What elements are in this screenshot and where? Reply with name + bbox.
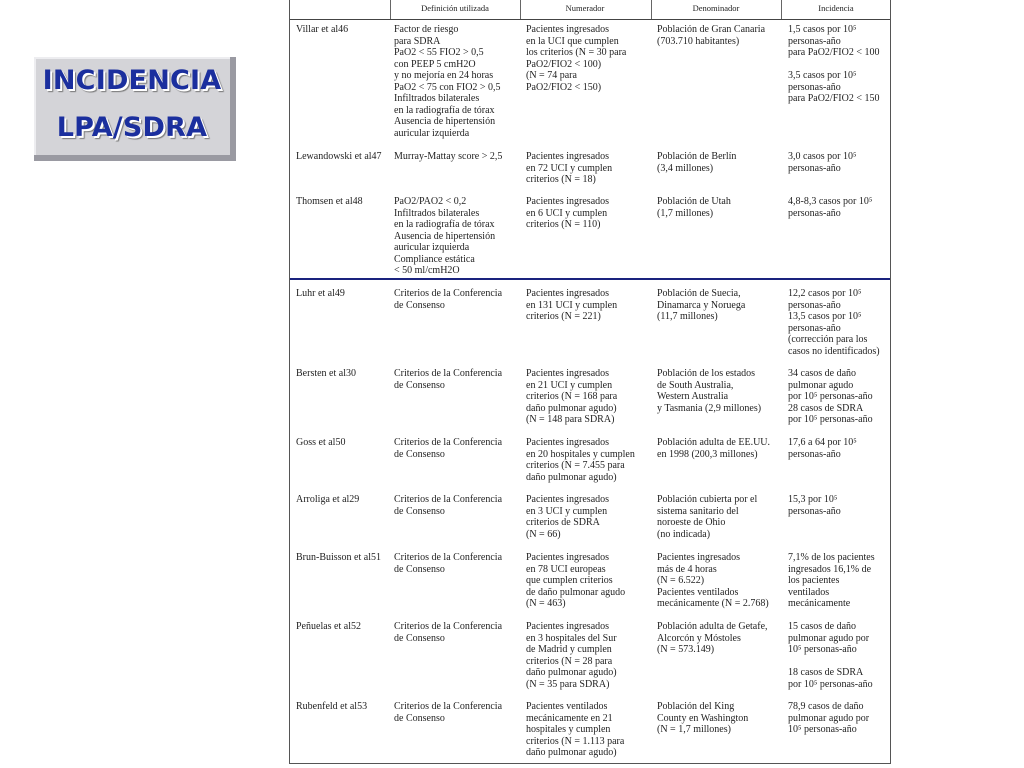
row-author: Rubenfeld et al53 bbox=[296, 701, 368, 712]
row-numerator: Pacientes ingresados en 131 UCI y cumplen criterios (N = 221) bbox=[526, 288, 618, 322]
row-author: Thomsen et al48 bbox=[296, 196, 363, 207]
row-author: Bersten et al30 bbox=[296, 368, 356, 379]
row-definition: Criterios de la Conferencia de Consenso bbox=[394, 437, 503, 460]
row-author: Goss et al50 bbox=[296, 437, 346, 448]
row-numerator: Pacientes ingresados en la UCI que cumplen los criterios (N = 30 para PaO2/FIO2 < 100) (N = 74 para PaO2/FIO2 < 150) bbox=[526, 24, 627, 93]
row-denominator: Población de Berlín (3,4 millones) bbox=[657, 151, 737, 174]
row-denominator: Población de los estados de South Australia, Western Australia y Tasmania (2,9 millones) bbox=[657, 368, 762, 414]
row-numerator: Pacientes ingresados en 20 hospitales y cumplen criterios (N = 7.455 para daño pulmonar agudo) bbox=[526, 437, 635, 483]
row-incidence: 17,6 a 64 por 10⁵ personas-año bbox=[788, 437, 857, 460]
row-incidence: 34 casos de daño pulmonar agudo por 10⁵ personas-año 28 casos de SDRA por 10⁵ personas-año bbox=[788, 368, 873, 425]
row-denominator: Población del King County en Washington (N = 1,7 millones) bbox=[657, 701, 749, 735]
row-denominator: Población de Suecia, Dinamarca y Noruega (11,7 millones) bbox=[657, 288, 746, 322]
header-numerator: Numerador bbox=[565, 3, 605, 13]
row-numerator: Pacientes ingresados en 78 UCI europeas que cumplen criterios de daño pulmonar agudo (N = 463) bbox=[526, 552, 626, 609]
row-definition: Factor de riesgo para SDRA PaO2 < 55 FIO2 > 0,5 con PEEP 5 cmH2O y no mejoría en 24 horas PaO2 < 75 con FIO2 > 0,5 Infiltrados bilaterales en la radiografía de tórax Ausencia de hipertensión auricular izquierda bbox=[394, 24, 501, 139]
row-definition: Criterios de la Conferencia de Consenso bbox=[394, 494, 503, 517]
row-incidence: 4,8-8,3 casos por 10⁵ personas-año bbox=[788, 196, 873, 219]
table-header bbox=[290, 0, 890, 20]
row-author: Lewandowski et al47 bbox=[296, 151, 382, 162]
row-definition: Criterios de la Conferencia de Consenso bbox=[394, 701, 503, 724]
row-author: Brun-Buisson et al51 bbox=[296, 552, 381, 563]
row-incidence: 12,2 casos por 10⁵ personas-año 13,5 casos por 10⁵ personas-año (corrección para los casos no identificados) bbox=[788, 288, 880, 357]
row-definition: Criterios de la Conferencia de Consenso bbox=[394, 621, 503, 644]
section-divider bbox=[290, 278, 890, 280]
row-definition: Criterios de la Conferencia de Consenso bbox=[394, 288, 503, 311]
row-numerator: Pacientes ingresados en 3 hospitales del Sur de Madrid y cumplen criterios (N = 28 para daño pulmonar agudo) (N = 35 para SDRA) bbox=[526, 621, 617, 690]
row-author: Peñuelas et al52 bbox=[296, 621, 361, 632]
row-denominator: Población de Utah (1,7 millones) bbox=[657, 196, 731, 219]
row-numerator: Pacientes ingresados en 21 UCI y cumplen criterios (N = 168 para daño pulmonar agudo) (N = 148 para SDRA) bbox=[526, 368, 618, 425]
slide-title-line1: INCIDENCIA bbox=[42, 65, 222, 96]
row-incidence: 7,1% de los pacientes ingresados 16,1% de los pacientes ventilados mecánicamente bbox=[788, 552, 875, 609]
row-author: Luhr et al49 bbox=[296, 288, 345, 299]
incidence-table bbox=[289, 0, 891, 764]
row-denominator: Pacientes ingresados más de 4 horas (N = 6.522) Pacientes ventilados mecánicamente (N = 2.768) bbox=[657, 552, 769, 609]
row-incidence: 15,3 por 10⁵ personas-año bbox=[788, 494, 841, 517]
row-definition: Criterios de la Conferencia de Consenso bbox=[394, 552, 503, 575]
row-numerator: Pacientes ingresados en 3 UCI y cumplen criterios de SDRA (N = 66) bbox=[526, 494, 610, 540]
slide-title-line2: LPA/SDRA bbox=[56, 112, 208, 143]
header-definition: Definición utilizada bbox=[421, 3, 489, 13]
row-incidence: 3,0 casos por 10⁵ personas-año bbox=[788, 151, 857, 174]
header-incidence: Incidencia bbox=[818, 3, 854, 13]
header-denominator: Denominador bbox=[692, 3, 740, 13]
row-definition: PaO2/PAO2 < 0,2 Infiltrados bilaterales en la radiografía de tórax Ausencia de hipertensión auricular izquierda Compliance estática < 50 ml/cmH2O bbox=[394, 196, 496, 276]
row-numerator: Pacientes ingresados en 6 UCI y cumplen criterios (N = 110) bbox=[526, 196, 610, 230]
row-numerator: Pacientes ingresados en 72 UCI y cumplen criterios (N = 18) bbox=[526, 151, 613, 185]
row-incidence: 15 casos de daño pulmonar agudo por 10⁵ personas-año 18 casos de SDRA por 10⁵ personas-año bbox=[788, 621, 873, 690]
row-incidence: 1,5 casos por 10⁵ personas-año para PaO2/FIO2 < 100 3,5 casos por 10⁵ personas-año para PaO2/FIO2 < 150 bbox=[788, 24, 880, 104]
row-author: Villar et al46 bbox=[296, 24, 349, 35]
row-denominator: Población adulta de EE.UU. en 1998 (200,3 millones) bbox=[657, 437, 771, 460]
slide-title-badge bbox=[34, 57, 236, 161]
row-numerator: Pacientes ventilados mecánicamente en 21 hospitales y cumplen criterios (N = 1.113 para daño pulmonar agudo) bbox=[526, 701, 625, 758]
row-author: Arroliga et al29 bbox=[296, 494, 360, 505]
row-denominator: Población de Gran Canaria (703.710 habitantes) bbox=[657, 24, 766, 47]
row-definition: Murray-Mattay score > 2,5 bbox=[394, 151, 503, 162]
row-definition: Criterios de la Conferencia de Consenso bbox=[394, 368, 503, 391]
row-incidence: 78,9 casos de daño pulmonar agudo por 10⁵ personas-año bbox=[788, 701, 870, 735]
row-denominator: Población cubierta por el sistema sanitario del noroeste de Ohio (no indicada) bbox=[657, 494, 758, 540]
row-denominator: Población adulta de Getafe, Alcorcón y Móstoles (N = 573.149) bbox=[657, 621, 768, 655]
